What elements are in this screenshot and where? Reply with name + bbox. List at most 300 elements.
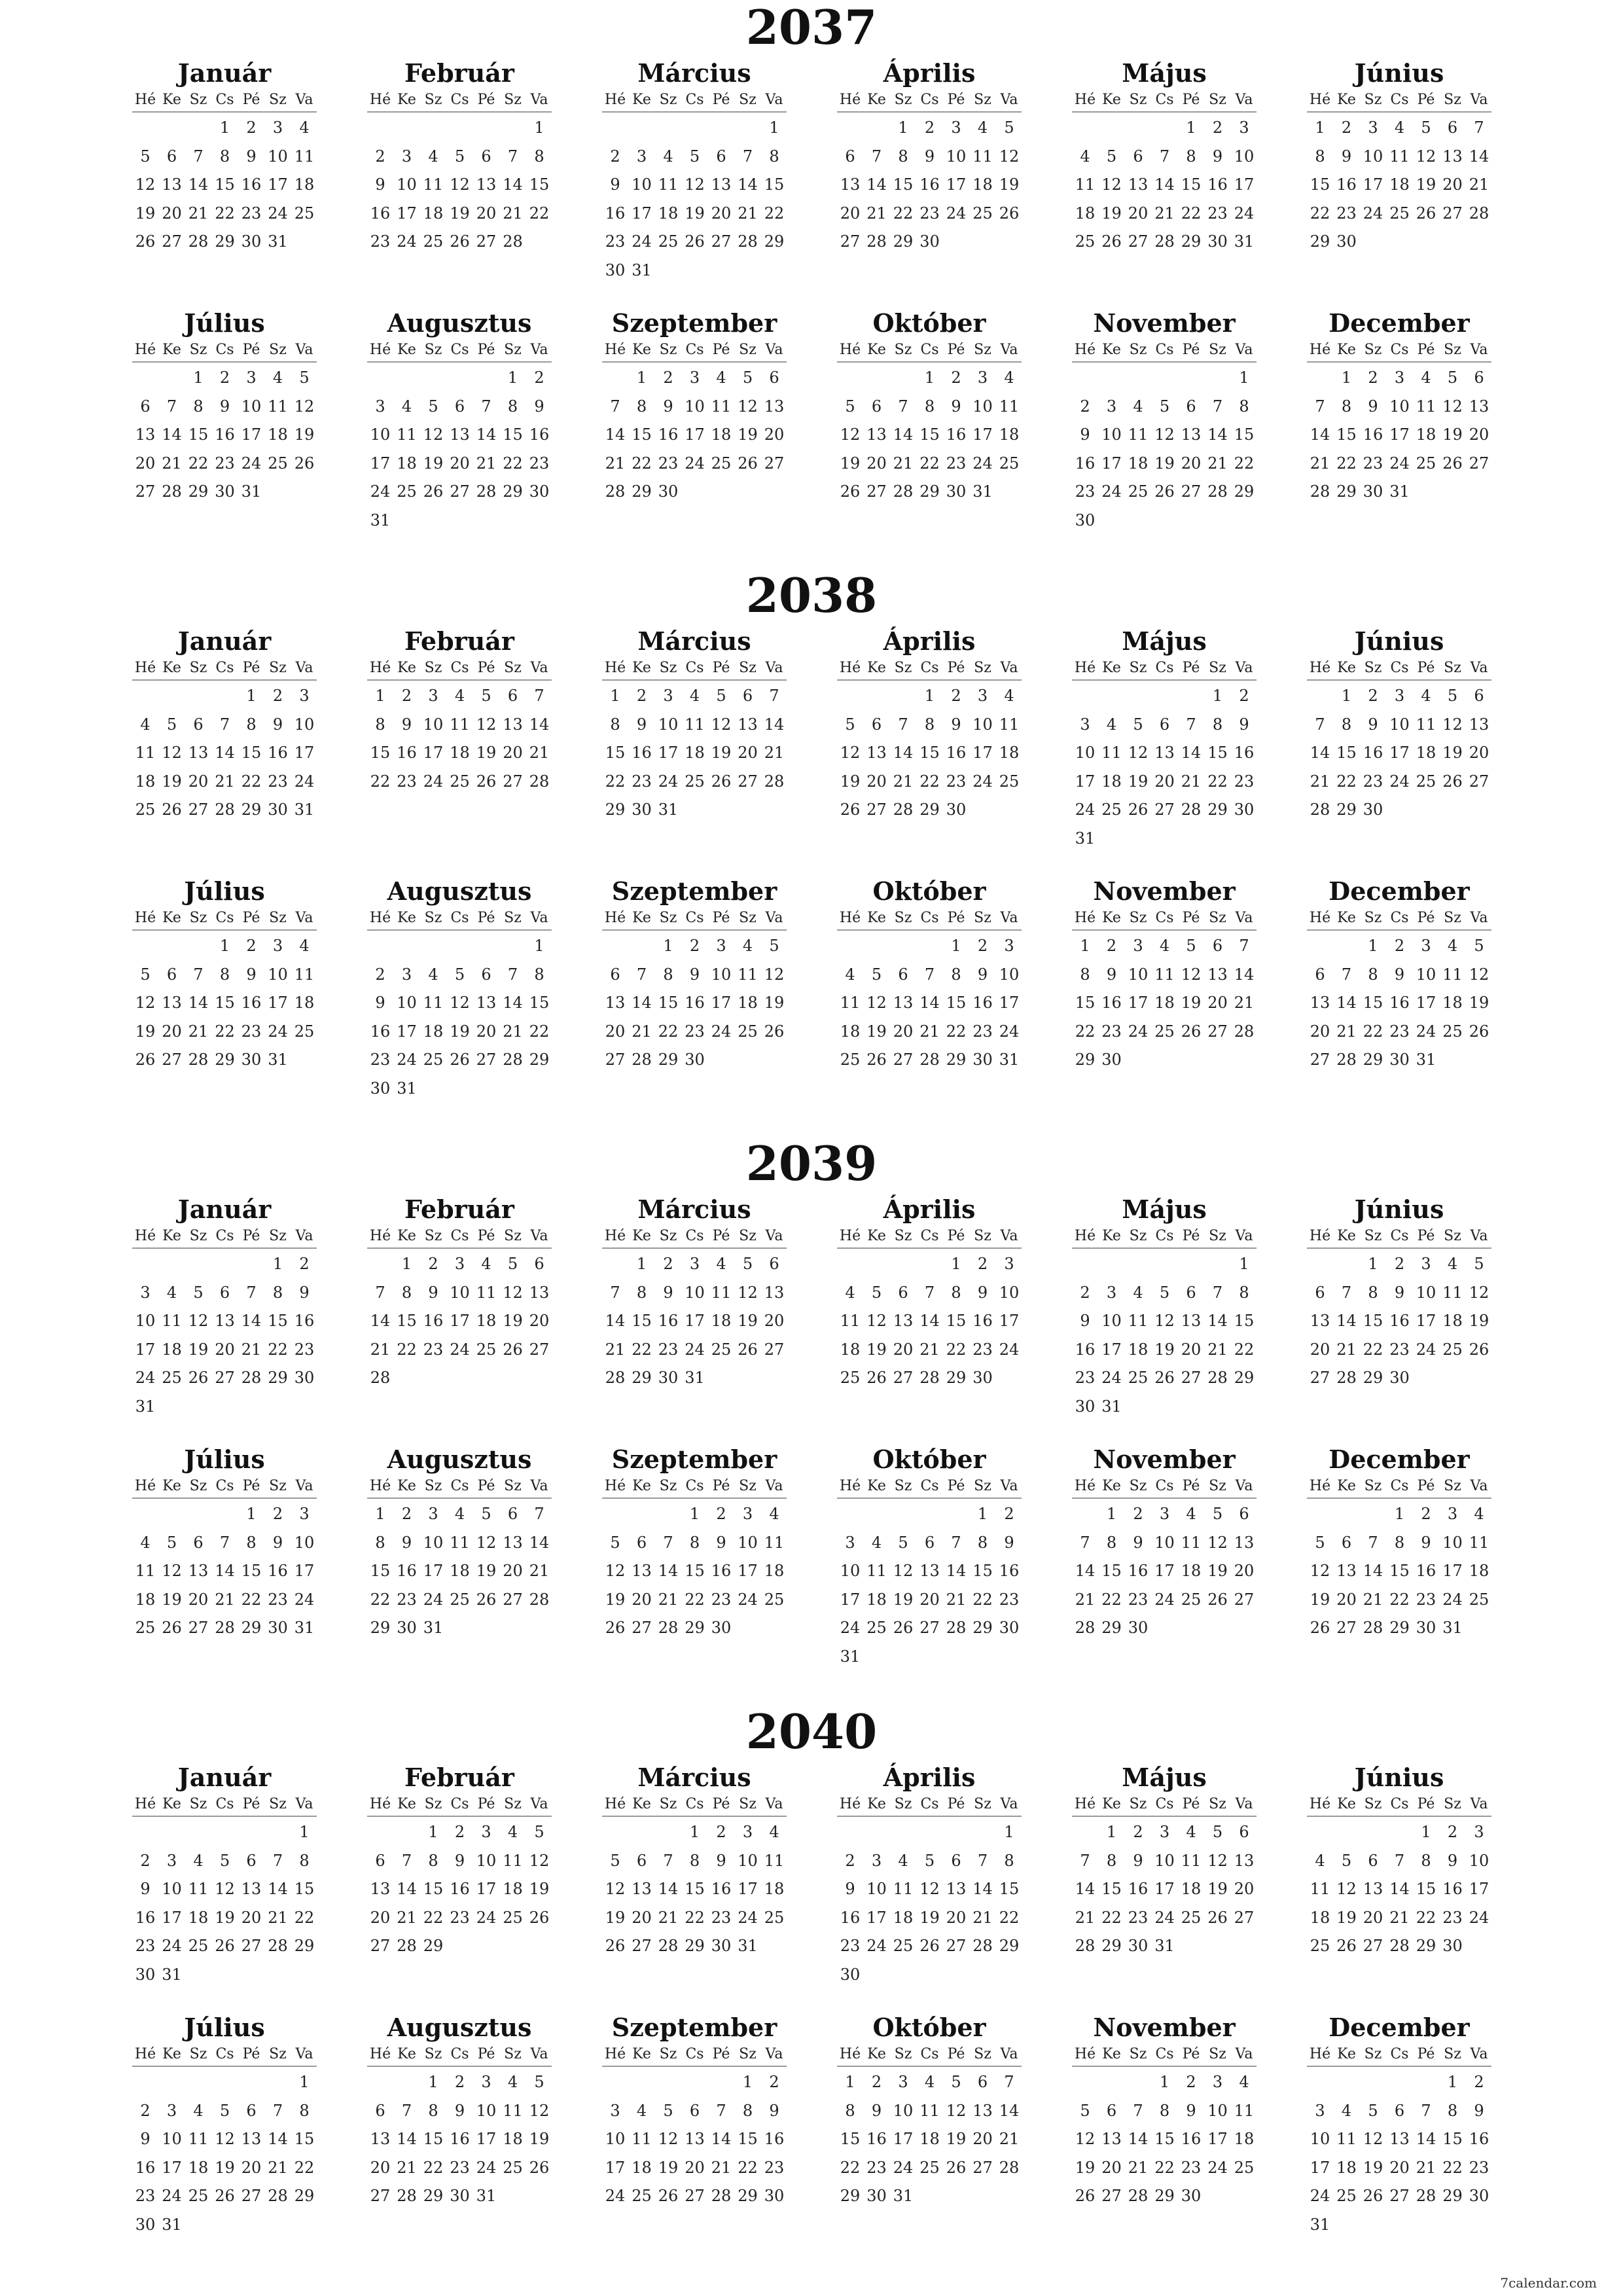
- year-title: 2039: [745, 1136, 878, 1191]
- day-cell: 1: [951, 1255, 961, 1273]
- day-cell: 5: [166, 1533, 177, 1552]
- day-cell: 30: [1128, 1619, 1149, 1637]
- day-cell: 4: [299, 937, 310, 955]
- weekday-label: Sz: [739, 660, 757, 676]
- day-cell: 15: [1363, 994, 1383, 1012]
- day-cell: 29: [632, 1369, 652, 1387]
- weekday-label: Hé: [1074, 92, 1096, 108]
- weekday-label: Hé: [134, 92, 156, 108]
- first-half-year: [0, 627, 1623, 876]
- day-cell: 21: [1310, 454, 1330, 473]
- weekday-label: Sz: [659, 92, 677, 108]
- weekday-label: Sz: [894, 660, 912, 676]
- day-cell: 1: [845, 2073, 855, 2091]
- day-cell: 6: [898, 965, 908, 984]
- day-cell: 6: [375, 2101, 385, 2120]
- day-cell: 8: [1004, 1851, 1014, 1870]
- day-cell: 12: [1181, 965, 1202, 984]
- day-cell: 28: [529, 772, 550, 791]
- weekday-label: Sz: [659, 660, 677, 676]
- weekday-label: Sz: [189, 342, 207, 358]
- day-cell: 7: [272, 1851, 283, 1870]
- weekday-header: [1307, 1227, 1491, 1249]
- weekday-label: Hé: [839, 1228, 861, 1244]
- day-cell: 11: [1234, 2101, 1255, 2120]
- weekday-label: Sz: [269, 1478, 287, 1494]
- day-cell: 19: [529, 1880, 550, 1898]
- day-cell: 21: [632, 1022, 652, 1041]
- day-cell: 6: [1474, 687, 1484, 705]
- day-cell: 8: [246, 715, 257, 734]
- weekday-label: Ke: [867, 910, 886, 926]
- day-cell: 30: [764, 2187, 785, 2205]
- day-cell: 3: [375, 397, 385, 416]
- day-cell: 14: [268, 1880, 288, 1898]
- day-cell: 25: [840, 1050, 861, 1069]
- day-cell: 23: [1469, 2158, 1489, 2177]
- weekday-label: Va: [1235, 342, 1253, 358]
- day-cell: 18: [423, 1022, 444, 1041]
- day-cell: 23: [946, 772, 967, 791]
- day-cell: 18: [711, 1312, 732, 1330]
- weekday-label: Va: [765, 92, 783, 108]
- day-cell: 18: [1128, 1340, 1149, 1359]
- weekday-label: Sz: [504, 1228, 522, 1244]
- day-cell: 7: [898, 715, 908, 734]
- day-cell: 17: [370, 454, 391, 473]
- year-block-2040: [0, 1704, 1623, 2274]
- day-cell: 26: [215, 1937, 235, 1955]
- weekday-label: Hé: [369, 2046, 391, 2062]
- day-cell: 5: [1133, 715, 1143, 734]
- day-cell: 1: [219, 118, 230, 137]
- day-cell: 12: [476, 1533, 497, 1552]
- day-cell: 13: [764, 1283, 785, 1302]
- weekday-label: Pé: [1182, 1478, 1200, 1494]
- weekday-header: [132, 2045, 317, 2067]
- weekday-label: Pé: [947, 342, 965, 358]
- day-cell: 26: [1442, 454, 1463, 473]
- day-cell: 24: [866, 1937, 887, 1955]
- day-cell: 3: [166, 2101, 177, 2120]
- day-cell: 9: [1212, 147, 1223, 166]
- weekday-header: [367, 340, 552, 363]
- day-cell: 3: [1474, 1823, 1484, 1841]
- day-cell: 3: [272, 937, 283, 955]
- day-cell: 6: [507, 1505, 518, 1523]
- month-name: December: [1329, 1444, 1470, 1474]
- weekday-label: Cs: [215, 660, 234, 676]
- day-cell: 3: [401, 965, 412, 984]
- weekday-label: Sz: [739, 1228, 757, 1244]
- day-cell: 25: [1336, 2187, 1357, 2205]
- day-cell: 5: [1474, 937, 1484, 955]
- weekday-label: Pé: [1182, 910, 1200, 926]
- day-cell: 13: [972, 2101, 993, 2120]
- day-cell: 20: [503, 1562, 523, 1580]
- weekday-label: Hé: [839, 910, 861, 926]
- day-cell: 24: [268, 204, 288, 223]
- day-cell: 29: [215, 1050, 235, 1069]
- day-cell: 18: [764, 1562, 785, 1580]
- day-cell: 23: [632, 772, 652, 791]
- day-cell: 25: [450, 1590, 470, 1609]
- day-cell: 1: [272, 1255, 283, 1273]
- day-cell: 27: [1207, 1022, 1228, 1041]
- month-name: Március: [637, 626, 751, 656]
- day-cell: 10: [1154, 1851, 1175, 1870]
- day-cell: 10: [1363, 147, 1383, 166]
- day-cell: 7: [898, 397, 908, 416]
- day-cell: 26: [1310, 1619, 1330, 1637]
- day-cell: 19: [529, 2130, 550, 2148]
- day-cell: 27: [1154, 800, 1175, 819]
- day-cell: 9: [636, 715, 647, 734]
- day-cell: 28: [268, 1937, 288, 1955]
- day-cell: 10: [1389, 397, 1410, 416]
- day-cell: 7: [610, 397, 620, 416]
- day-cell: 27: [162, 232, 182, 251]
- weekday-label: Ke: [632, 342, 651, 358]
- day-cell: 15: [972, 1562, 993, 1580]
- year-block-2037: [0, 0, 1623, 569]
- day-cell: 16: [268, 744, 288, 762]
- day-cell: 3: [401, 147, 412, 166]
- month-2: [367, 1763, 552, 2012]
- day-cell: 20: [866, 772, 887, 791]
- weekday-label: Ke: [632, 2046, 651, 2062]
- day-cell: 9: [401, 1533, 412, 1552]
- day-cell: 17: [711, 994, 732, 1012]
- day-cell: 19: [999, 175, 1020, 194]
- day-cell: 6: [246, 2101, 257, 2120]
- day-cell: 18: [397, 454, 417, 473]
- day-cell: 21: [503, 204, 523, 223]
- day-cell: 23: [1442, 1908, 1463, 1927]
- day-cell: 19: [1442, 744, 1463, 762]
- weekday-label: Pé: [242, 1478, 260, 1494]
- day-cell: 1: [1106, 1505, 1117, 1523]
- day-cell: 4: [1421, 687, 1431, 705]
- day-cell: 24: [1363, 204, 1383, 223]
- day-cell: 18: [1469, 1562, 1489, 1580]
- site-credit: 7calendar.com: [1500, 2275, 1597, 2291]
- day-cell: 25: [999, 772, 1020, 791]
- day-cell: 17: [738, 1880, 758, 1898]
- day-cell: 23: [972, 1022, 993, 1041]
- day-cell: 8: [742, 2101, 753, 2120]
- month-7: [132, 2013, 317, 2262]
- day-cell: 3: [1106, 1283, 1117, 1302]
- month-name: Március: [637, 1763, 751, 1792]
- day-cell: 3: [1315, 2101, 1325, 2120]
- day-cell: 4: [845, 965, 855, 984]
- day-cell: 23: [370, 232, 391, 251]
- weekday-label: Sz: [1209, 92, 1226, 108]
- weekday-label: Hé: [1309, 660, 1331, 676]
- day-cell: 4: [977, 118, 988, 137]
- day-cell: 20: [1181, 454, 1202, 473]
- weekday-label: Pé: [242, 1228, 260, 1244]
- weekday-label: Pé: [1417, 910, 1435, 926]
- weekday-label: Pé: [1417, 342, 1435, 358]
- day-cell: 17: [162, 2158, 182, 2177]
- day-cell: 10: [658, 715, 679, 734]
- day-cell: 31: [685, 1369, 705, 1387]
- day-cell: 17: [866, 1908, 887, 1927]
- weekday-label: Hé: [369, 342, 391, 358]
- day-cell: 13: [605, 994, 626, 1012]
- day-cell: 22: [529, 1022, 550, 1041]
- weekday-label: Va: [530, 2046, 548, 2062]
- weekday-label: Cs: [1390, 342, 1409, 358]
- day-cell: 9: [716, 1851, 726, 1870]
- weekday-label: Sz: [739, 910, 757, 926]
- month-name: Június: [1354, 58, 1444, 88]
- day-cell: 25: [1154, 1022, 1175, 1041]
- day-cell: 11: [450, 715, 470, 734]
- day-cell: 30: [241, 232, 262, 251]
- day-cell: 28: [919, 1369, 940, 1387]
- day-cell: 5: [1080, 2101, 1090, 2120]
- day-cell: 7: [1394, 1851, 1405, 1870]
- day-cell: 16: [1389, 994, 1410, 1012]
- day-cell: 19: [738, 1312, 758, 1330]
- day-cell: 27: [1181, 1369, 1202, 1387]
- day-cell: 21: [1389, 1908, 1410, 1927]
- day-cell: 26: [1075, 2187, 1096, 2205]
- day-cell: 17: [1442, 1562, 1463, 1580]
- weekday-label: Pé: [242, 910, 260, 926]
- day-cell: 14: [1469, 147, 1489, 166]
- weekday-label: Hé: [134, 910, 156, 926]
- day-cell: 22: [893, 204, 914, 223]
- day-cell: 18: [188, 1908, 209, 1927]
- day-cell: 26: [866, 1369, 887, 1387]
- day-cell: 4: [193, 1851, 204, 1870]
- day-cell: 20: [162, 1022, 182, 1041]
- day-cell: 6: [689, 2101, 700, 2120]
- day-cell: 15: [423, 1880, 444, 1898]
- month-3: [602, 1195, 787, 1444]
- day-cell: 30: [658, 482, 679, 501]
- weekday-label: Sz: [1364, 92, 1382, 108]
- weekday-label: Ke: [397, 342, 416, 358]
- day-cell: 24: [241, 454, 262, 473]
- day-cell: 21: [658, 1908, 679, 1927]
- day-cell: 5: [454, 965, 465, 984]
- day-cell: 18: [503, 2130, 523, 2148]
- day-cell: 7: [1212, 1283, 1223, 1302]
- weekday-label: Hé: [839, 2046, 861, 2062]
- weekday-label: Cs: [215, 92, 234, 108]
- day-cell: 16: [1363, 425, 1383, 444]
- day-cell: 2: [219, 368, 230, 387]
- weekday-label: Sz: [424, 660, 442, 676]
- day-cell: 8: [924, 715, 935, 734]
- day-cell: 18: [711, 425, 732, 444]
- day-cell: 2: [689, 937, 700, 955]
- day-cell: 23: [1234, 772, 1255, 791]
- weekday-label: Pé: [712, 1228, 730, 1244]
- weekday-label: Sz: [1444, 1478, 1461, 1494]
- day-cell: 9: [272, 1533, 283, 1552]
- day-cell: 27: [1101, 2187, 1122, 2205]
- day-cell: 29: [1442, 2187, 1463, 2205]
- day-cell: 23: [135, 2187, 156, 2205]
- day-cell: 28: [1416, 2187, 1436, 2205]
- day-cell: 7: [193, 965, 204, 984]
- weekday-header: [837, 908, 1022, 931]
- day-cell: 5: [193, 1283, 204, 1302]
- month-name: Január: [177, 626, 272, 656]
- day-cell: 25: [1128, 482, 1149, 501]
- day-cell: 21: [919, 1340, 940, 1359]
- day-cell: 11: [711, 397, 732, 416]
- day-cell: 10: [162, 2130, 182, 2148]
- weekday-label: Hé: [604, 1228, 626, 1244]
- weekday-label: Pé: [1182, 342, 1200, 358]
- day-cell: 2: [454, 1823, 465, 1841]
- day-cell: 13: [1128, 175, 1149, 194]
- weekday-header: [132, 658, 317, 681]
- day-cell: 12: [866, 1312, 887, 1330]
- day-cell: 10: [241, 397, 262, 416]
- day-cell: 10: [162, 1880, 182, 1898]
- day-cell: 10: [1416, 1283, 1436, 1302]
- weekday-label: Hé: [1309, 1796, 1331, 1812]
- day-cell: 17: [1101, 454, 1122, 473]
- day-cell: 5: [299, 368, 310, 387]
- day-cell: 30: [946, 482, 967, 501]
- day-cell: 9: [1421, 1533, 1431, 1552]
- day-cell: 24: [999, 1022, 1020, 1041]
- weekday-label: Sz: [1209, 660, 1226, 676]
- day-cell: 3: [1004, 937, 1014, 955]
- day-cell: 16: [215, 425, 235, 444]
- weekday-label: Cs: [450, 660, 469, 676]
- weekday-label: Sz: [659, 1228, 677, 1244]
- day-cell: 28: [605, 482, 626, 501]
- day-cell: 25: [1416, 454, 1436, 473]
- month-2: [367, 627, 552, 876]
- weekday-label: Pé: [947, 1478, 965, 1494]
- day-cell: 28: [1310, 482, 1330, 501]
- day-cell: 11: [1416, 397, 1436, 416]
- day-cell: 1: [1004, 1823, 1014, 1841]
- day-cell: 20: [919, 1590, 940, 1609]
- day-cell: 23: [241, 204, 262, 223]
- weekday-label: Cs: [1155, 2046, 1174, 2062]
- weekday-label: Ke: [162, 1228, 181, 1244]
- day-cell: 15: [738, 2130, 758, 2148]
- weekday-label: Ke: [632, 910, 651, 926]
- weekday-label: Va: [295, 92, 313, 108]
- weekday-label: Ke: [162, 342, 181, 358]
- weekday-label: Cs: [1155, 342, 1174, 358]
- day-cell: 23: [397, 1590, 417, 1609]
- day-cell: 12: [764, 965, 785, 984]
- day-cell: 30: [946, 800, 967, 819]
- day-cell: 8: [689, 1533, 700, 1552]
- day-cell: 19: [840, 454, 861, 473]
- month-name: Március: [637, 58, 751, 88]
- weekday-label: Pé: [712, 2046, 730, 2062]
- day-cell: 2: [610, 147, 620, 166]
- day-cell: 13: [476, 175, 497, 194]
- day-cell: 2: [1368, 687, 1378, 705]
- day-cell: 24: [1442, 1590, 1463, 1609]
- day-cell: 19: [605, 1908, 626, 1927]
- weekday-header: [1072, 1795, 1257, 1817]
- day-cell: 10: [397, 994, 417, 1012]
- day-cell: 6: [481, 965, 491, 984]
- day-cell: 25: [397, 482, 417, 501]
- day-cell: 18: [840, 1022, 861, 1041]
- day-cell: 25: [711, 1340, 732, 1359]
- day-cell: 1: [428, 2073, 438, 2091]
- weekday-label: Va: [295, 1478, 313, 1494]
- day-cell: 4: [1474, 1505, 1484, 1523]
- weekday-label: Va: [1000, 1478, 1018, 1494]
- day-cell: 1: [663, 937, 673, 955]
- day-cell: 27: [893, 1050, 914, 1069]
- day-cell: 1: [689, 1505, 700, 1523]
- day-cell: 21: [738, 204, 758, 223]
- day-cell: 28: [1207, 482, 1228, 501]
- day-cell: 21: [215, 772, 235, 791]
- day-cell: 2: [1080, 1283, 1090, 1302]
- day-cell: 1: [375, 687, 385, 705]
- day-cell: 22: [919, 454, 940, 473]
- month-name: Március: [637, 1194, 751, 1224]
- weekday-label: Sz: [894, 92, 912, 108]
- day-cell: 3: [1159, 1505, 1170, 1523]
- day-cell: 25: [764, 1590, 785, 1609]
- day-cell: 19: [1207, 1562, 1228, 1580]
- weekday-label: Hé: [134, 1228, 156, 1244]
- month-2: [367, 59, 552, 308]
- day-cell: 25: [503, 2158, 523, 2177]
- day-cell: 29: [294, 1937, 315, 1955]
- weekday-label: Sz: [1129, 1228, 1147, 1244]
- day-cell: 10: [1128, 965, 1149, 984]
- weekday-label: Pé: [1182, 1796, 1200, 1812]
- day-cell: 27: [1469, 772, 1489, 791]
- month-name: Április: [883, 626, 976, 656]
- day-cell: 22: [1310, 204, 1330, 223]
- day-cell: 8: [898, 147, 908, 166]
- weekday-label: Hé: [1074, 1228, 1096, 1244]
- day-cell: 14: [1075, 1562, 1096, 1580]
- day-cell: 18: [1181, 1562, 1202, 1580]
- day-cell: 16: [1128, 1880, 1149, 1898]
- day-cell: 10: [1310, 2130, 1330, 2148]
- weekday-label: Pé: [477, 342, 495, 358]
- weekday-label: Sz: [1129, 910, 1147, 926]
- day-cell: 1: [299, 2073, 310, 2091]
- day-cell: 12: [1207, 1533, 1228, 1552]
- day-cell: 3: [1368, 118, 1378, 137]
- day-cell: 20: [1442, 175, 1463, 194]
- weekday-label: Ke: [867, 1796, 886, 1812]
- month-name: November: [1093, 1444, 1236, 1474]
- day-cell: 31: [423, 1619, 444, 1637]
- day-cell: 30: [685, 1050, 705, 1069]
- weekday-label: Ke: [1337, 1228, 1356, 1244]
- day-cell: 21: [1075, 1908, 1096, 1927]
- day-cell: 19: [711, 744, 732, 762]
